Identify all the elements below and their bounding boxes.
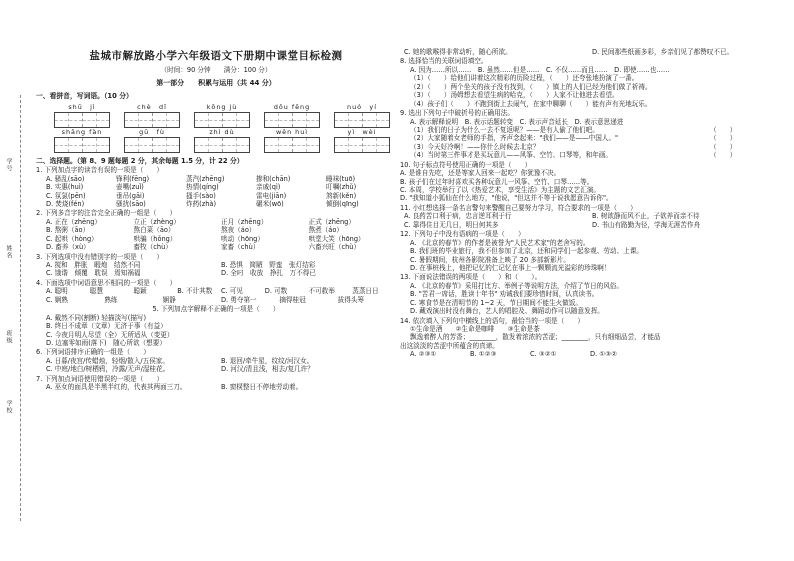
part-one-heading: 第一部分 积累与运用（共 44 分） (156, 78, 276, 87)
exam-title: 盐城市解放路小学六年级语文下册期中课堂目标检测 (89, 50, 343, 62)
option-text: D. 边塞零如雨(落下) 随心所欲（想要） (46, 338, 166, 347)
section-2-title: 二、选择题。（第 8、9 题每题 2 分，其余每题 1.5 分，计 22 分） (36, 156, 244, 165)
question-13-option: D. 藏戏演出时没有舞台，艺人的唱腔及、舞蹈动作可以随意发挥。 (410, 307, 604, 316)
question-9-item: （4）当时第三件事才是买玩意儿——风筝、空竹、口琴等，和年画。 (410, 151, 613, 160)
option-text: 畜牧（chù） (133, 243, 172, 252)
question-12-option: D. 在事桩栈上，他把记忆的仁记忆在事上一颗颗流光溢彩的珍珠啊！ (410, 263, 611, 272)
pinyin-cell (54, 128, 110, 153)
pinyin-cell (54, 103, 110, 128)
option-text: D. ①③② (590, 350, 618, 359)
option-text: 热情(qíng) (186, 183, 219, 192)
question-7-options-cont (400, 48, 780, 56)
option-text: C. 起哄（hòng） (46, 234, 98, 243)
question-8-line: （4）孩子们（ ）不跑到街上去闹气，在家中聊聊（ ）能有声有光地玩乐。 (410, 99, 652, 108)
pinyin-cell (124, 128, 180, 153)
option-text: 聪慧 (89, 287, 103, 296)
question-14-choices: ①生命是酒 ②生命是咖啡 ③生命是茶 (410, 325, 540, 333)
option-text: B. 退回/牵牛星，纹纹/河汉女。 (221, 356, 314, 365)
question-11: 11. 小红想选择一条名言警句来警醒自己要努力学习，符合要求的一项是（ ） (400, 203, 637, 212)
binding-label-class: 班级 (5, 330, 12, 344)
question-8-line: （2）（ ）两个坐关的孩子没有找到，（ ）镇上的人们已经为他们做了祈祷。 (410, 82, 652, 91)
option-text: B. ①②③ (470, 350, 497, 359)
option-text: C. 靠得住目无几日，明日何其多 (404, 220, 499, 229)
option-text: 六畜兴旺（chù） (308, 243, 361, 252)
option-text: D. 畜养（xù） (46, 243, 90, 252)
question-12-option: B. 我们班的毕业旅行，我不但参加了北京，还和同学们一起参观、劳动、上课。 (410, 247, 643, 256)
option-text: C. 娴熟 (46, 295, 68, 304)
option-text: C. 氛氯(pēn) (46, 191, 86, 200)
option-text: 炸药(zhà) (186, 199, 217, 208)
option-text: D. 河汉/清且浅，相去/复几许？ (221, 365, 314, 374)
question-9-item: （2）大家随着女老师的手指，齐声念起来："我们——是——中国人。" (410, 134, 619, 143)
question-9-options: A. 表示解释说明 B. 表示话题转变 C. 表示声音延长 D. 表示意思递进 (410, 117, 624, 126)
option-text: C. 可见 (221, 287, 243, 296)
pinyin-cell (264, 103, 320, 128)
option-text: 亲戚(qì) (256, 183, 281, 192)
answer-box[interactable] (334, 112, 390, 128)
pinyin-text: shū jì (68, 102, 96, 111)
question-4-options (36, 287, 396, 295)
question-10-option: D. "我知道小狐仙在什么地方，"他说，"但这并不等于说我愿意告诉你"。 (400, 194, 613, 203)
question-10: 10. 句子标点符号使用正确的一项是（ ） (400, 160, 532, 169)
option-text: 垂吊(ɡāi) (116, 191, 145, 200)
pinyin-cell (194, 103, 250, 128)
pinyin-cell (334, 128, 390, 153)
question-13-option: C. 寒食节是在清明节的 1~2 天，节日期间不能生火做饭。 (410, 298, 582, 307)
pinyin-text: kōng jù (206, 102, 238, 111)
question-4: 4. 下面选项中词语意思不相同的一项是（ ） (36, 278, 177, 287)
question-13-option: A. 《北京的春节》采用打比方、举例子等说明方法，介绍了节日的风俗。 (410, 281, 623, 290)
right-column (400, 0, 780, 359)
option-text: B. 恐惧 简陋 野蛮 张灯结彩 (221, 261, 316, 270)
option-text: 锋利(fēng) (116, 174, 150, 183)
question-7: 7. 下列加点词语使用错误的一项是（ ） (36, 374, 164, 383)
answer-blank[interactable]: （ ） (710, 142, 737, 151)
question-11-options (400, 212, 780, 229)
pinyin-text: zhì dù (209, 127, 235, 136)
binding-dashed-line (20, 95, 21, 521)
option-text: A. 正在（zhēng） (46, 217, 102, 226)
option-text: 熟练 (104, 295, 118, 304)
section-1-title: 一、看拼音，写词语。（10 分） (36, 91, 133, 100)
option-text: D. 勇夺第一 (220, 295, 257, 304)
question-13-option: B. "苦君一席话，胜读十年书" 劝诫我们要珍惜时间，认真读书。 (410, 290, 599, 299)
option-text: 聪颖 (133, 287, 147, 296)
option-text: D. 焚烧(fén) (46, 199, 85, 208)
binding-label-school: 学校 (5, 400, 12, 414)
option-text: A. 巫女的面具是半黑半红的，代表其两面三刀。 (46, 383, 187, 392)
option-text: 哄动（hōng） (221, 234, 264, 243)
option-text: 壶嘴(zuǐ) (116, 183, 144, 192)
option-text: 蒸蒸日日 (352, 287, 379, 296)
option-text: A. 聪明 (46, 287, 68, 296)
question-5-options (36, 314, 396, 348)
question-12-option: C. 暑假期间，杭州各影院准备上映了 20 多部新影片。 (410, 255, 570, 264)
option-text: 碾米(wō) (256, 199, 284, 208)
binding-label-name: 姓名 (5, 245, 12, 259)
question-10-option: C. 本周，学校举行了以《热爱艺术，享受生活》为主题的文艺汇演。 (400, 186, 601, 194)
answer-box[interactable] (54, 112, 110, 128)
option-text: 蒸汽(zhēng) (186, 174, 225, 183)
option-text: C. 今夜月明人尽望（全）无所适从（变更） (46, 330, 174, 339)
answer-blank[interactable]: （ ） (710, 125, 737, 134)
question-9-item: （1）我们的日子为什么一去不复返呢？——是有人偷了他们吧。 (410, 125, 599, 134)
option-text: B. 树欲静而风不止，子欲养而亲不待 (592, 212, 700, 221)
pinyin-grid (54, 103, 396, 153)
option-text: 熬白菜（āo） (133, 226, 175, 235)
option-text: 睡袜(tuō) (326, 174, 356, 183)
option-text: A. ②③① (410, 350, 437, 359)
option-text: 哄堂大笑（hōng） (308, 234, 365, 243)
question-14: 14. 依次填入下列句中横线上的语句，最恰当的一项是（ ） (400, 316, 585, 325)
exam-info: （时间：90 分钟 满分：100 分） (160, 66, 272, 75)
question-14-options (400, 350, 650, 358)
option-text: D. 民间那些纸画多彩，乡亲们见了都赞叹不已。 (592, 48, 734, 56)
question-14-body-cont: 出这淡淡的苦涩中所蕴含的真谛。 (400, 341, 499, 350)
question-3-options (36, 261, 396, 278)
option-text: A. 良药苦口利于病，忠言逆耳利于行 (404, 212, 512, 221)
pinyin-text: chè dǐ (137, 102, 167, 111)
option-text: 熬煮（áo） (308, 226, 343, 235)
option-text: 摘得桂冠 (279, 295, 306, 304)
question-5: 5. 下列加点字解释不正确的一项是（ ） (152, 305, 280, 314)
binding-strip (0, 0, 30, 561)
question-3: 3. 下列选项中没有错别字的一项是（ ） (36, 252, 164, 261)
pinyin-cell (124, 103, 180, 128)
question-8: 8. 选择恰当的关联词语填空。 (400, 57, 488, 66)
question-1: 1. 下列加点字的读音有误的一项是（ ） (36, 166, 164, 175)
question-8-line: （3）（ ）汤姆想去看望生病的哈克，（ ）人家不让他进去看望。 (410, 91, 619, 100)
pinyin-text: gū fù (139, 127, 165, 136)
answer-blank[interactable]: （ ） (710, 151, 737, 160)
option-text: 正式（zhēng） (308, 217, 355, 226)
pinyin-cell (264, 128, 320, 153)
answer-box[interactable] (194, 112, 250, 128)
option-text: B. 实惠(huì) (46, 183, 84, 192)
question-9-item: （3）今天好冷啊！——你什么时候去北京？ (410, 142, 540, 151)
question-4-options-row2 (36, 296, 396, 304)
option-text: 煞新(kěn) (326, 191, 357, 200)
option-text: C. 饿谐 倾覆 耽误 焉知祸福 (46, 269, 141, 278)
option-text: D. 可数 (264, 287, 288, 296)
option-text: B. 终日不成章（文章）无济于事（有益） (46, 322, 167, 331)
option-text: A. 戴然不同(割断) 轻描淡写(描写) (46, 313, 147, 322)
answer-box[interactable] (264, 137, 320, 153)
option-text: D. 全叼 收放 挣扎 万不得已 (221, 269, 316, 278)
question-13: 13. 下面说法错误的两项是（ ）和（ ）。 (400, 273, 542, 282)
option-text: C. 她的歌喉得非常动听，随心所欲。 (404, 48, 512, 56)
question-10-option: A. 是谁自先吃，还是等家人回来一起吃？你犹豫不决。 (400, 169, 561, 178)
left-column (36, 0, 396, 392)
answer-box[interactable] (194, 137, 250, 153)
pinyin-text: wěn huì (275, 127, 309, 136)
option-text: B. 不计其数 (177, 287, 213, 296)
option-text: 搔手(sào) (186, 191, 216, 200)
question-12-option: A. 《北京的春节》的作者是被誉为"人民艺术家"的老舍写的。 (410, 238, 590, 247)
pinyin-text: nuó yí (347, 102, 377, 111)
question-2-options (36, 218, 396, 252)
pinyin-text: shāng fàn (61, 127, 103, 136)
pinyin-text: yì wèi (347, 127, 377, 136)
option-text: 雷电(jiān) (256, 191, 287, 200)
option-text: C. 中庭/地白/树栖鸦，冷露/无声/湿桂花。 (46, 365, 170, 374)
pinyin-cell (334, 103, 390, 128)
pinyin-cell (194, 128, 250, 153)
question-14-body: 飘逸着醉人的芳香；________，散发着浓浓的苦涩；________，只有细细品尝，才能品 (410, 333, 661, 342)
option-text: A. 日暮/夜宫/传蜡烛，轻烟/散入/五侯家。 (46, 356, 169, 365)
option-text: B. 熬粥（āo） (46, 226, 90, 235)
option-text: 熬夜（áo） (221, 226, 256, 235)
question-6-options (36, 357, 396, 374)
question-12: 12. 下列句子中没有语病的一项是（ ） (400, 230, 525, 239)
option-text: D. 书山有路勤为径，学海无涯苦作舟 (592, 220, 701, 229)
option-text: 哄骗（hǒng） (133, 234, 177, 243)
question-6: 6. 下列词语排序正确的一组是（ ） (36, 348, 150, 357)
option-text: B. 窗棂整日不停地劳动着。 (221, 383, 303, 392)
option-text: A. 骚乱(sāo) (46, 174, 85, 183)
option-text: 立正（zhèng） (133, 217, 180, 226)
answer-box[interactable] (124, 112, 180, 128)
option-text: 家畜（chù） (221, 243, 260, 252)
answer-box[interactable] (334, 137, 390, 153)
answer-box[interactable] (54, 137, 110, 153)
question-9: 9. 选出下列句子中破折号的正确用法。 (400, 109, 514, 118)
question-2: 2. 下列多音字的注音完全正确的一组是（ ） (36, 209, 177, 218)
question-8-line: （1）（ ）给他们讲着这次精彩的历险过程，（ ）还夸张地扮演了一番。 (410, 74, 639, 83)
question-8-options: A. 因为……所以…… B. 虽然……但是…… C. 不仅……而且…… D. 即使……也…… (410, 65, 670, 74)
option-text: 骚扰(sāo) (116, 199, 146, 208)
answer-blank[interactable]: （ ） (710, 134, 737, 143)
question-10-option: B. 孩子们在过年时喜欢买各种玩意儿一风筝、空竹、口琴……等。 (400, 177, 594, 186)
question-9-lines (400, 126, 780, 160)
answer-box[interactable] (124, 137, 180, 153)
option-text: C. ③②① (530, 350, 557, 359)
option-text: 倾倒(qīnɡ) (326, 199, 359, 208)
option-text: 不可救举 (308, 287, 335, 296)
answer-box[interactable] (264, 112, 320, 128)
question-1-options (36, 175, 396, 209)
question-7-options (36, 383, 396, 391)
option-text: A. 搅和 胖胀 暇炮 结然不同 (46, 261, 141, 270)
option-text: 正月（zhēng） (221, 217, 268, 226)
option-text: 叮嘱(zhǔ) (326, 183, 357, 192)
pinyin-text: dōu fēng (273, 102, 311, 111)
option-text: 拔得头筹 (337, 295, 365, 304)
binding-label-student-id: 学号 (5, 158, 12, 172)
option-text: 娴静 (162, 295, 176, 304)
option-text: 掺和(chān) (256, 174, 291, 183)
